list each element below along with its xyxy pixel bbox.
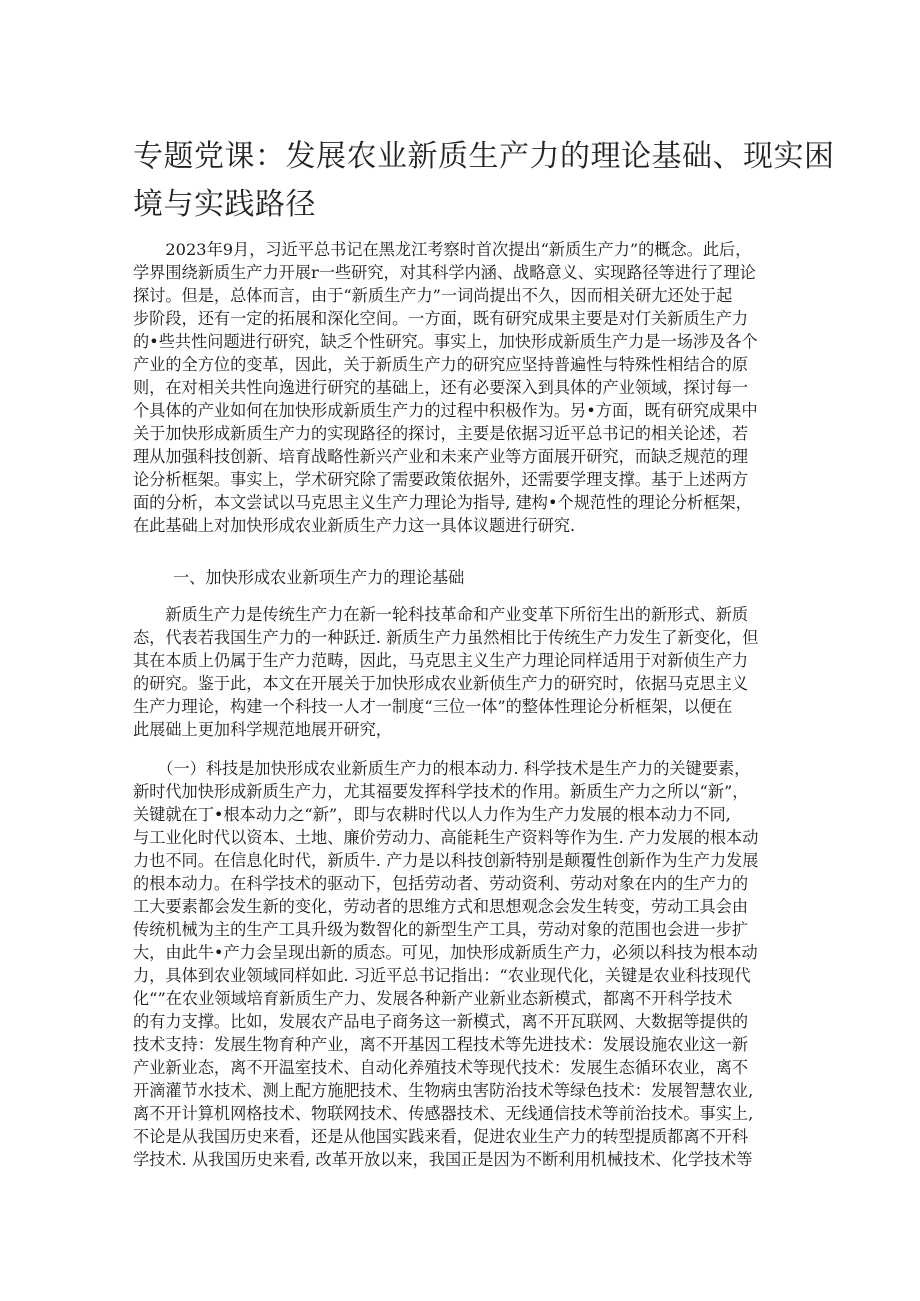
text-line: 个具体的产业如何在加快形成新质生产力的过程中积极作为。另•方面，既有研究成果中 [133, 401, 758, 420]
text-line: 的根本动力。在科学技术的驱动下，包括劳动者、劳动资利、劳动对象在内的生产力的 [133, 874, 749, 893]
title-line: 境与实践路径 [133, 187, 316, 222]
document-title [133, 133, 835, 229]
text-line: 大，由此牛•产力会呈现出新的质态。可见，加快形成新质生产力，必须以科技为根本动 [133, 943, 758, 962]
text-line: 论分析框架。事实上，学术研究除了需要政策依据外，还需要学理支撑。基于上述两方 [133, 470, 749, 489]
text-line: 则，在对相关共性向逸进行研究的基础上，还有必要深入到具体的产业领域，探讨每一 [133, 378, 749, 397]
text-line: 离不开计算机网格技术、物联网技术、传感器技术、无线通信技术等前治技术。事实上, [133, 1104, 754, 1123]
text-line: 关于加快形成新质生产力的实现路径的探讨，主要是依据习近平总书记的相关论述，若 [133, 424, 749, 443]
text-line: 化“”在农业领域培育新质生产力、发展各种新产业新业态新模式，都离不开科学技术 [133, 989, 733, 1008]
text-line: 产业新业态，离不开温室技术、自动化养殖技术等现代技术：发展生态循环农业，离不 [133, 1058, 749, 1077]
text-line: 与工业化时代以资本、土地、廉价劳动力、高能耗生产资料等作为生. 产力发展的根本动 [133, 828, 759, 847]
title-line: 专题党课：发展农业新质生产力的理论基础、现实困 [133, 139, 835, 174]
text-line: 产业的全方位的变革，因此，关于新质生产力的研究应坚持普遍性与特殊性相结合的原 [133, 355, 749, 374]
text-line: 学界围绕新质生产力开展r一些研究，对其科学内涵、战略意义、实现路径等进行了理论 [133, 263, 756, 282]
text-line: 学技术. 从我国历史来看, 改革开放以来，我国正是因为不断利用机械技术、化学技术等 [133, 1150, 753, 1169]
text-line: 力也不同。在信息化时代，新质牛. 产力是以科技创新特别是颠覆性创新作为生产力发展 [133, 851, 759, 870]
text-line: 在此基础上对加快形成农业新质生产力这一具体议题进行研究. [133, 516, 576, 535]
text-line: 工大要素都会发生新的变化，劳动者的思维方式和思想观念会发生转变，劳动工具会由 [133, 897, 749, 916]
text-line: 的研究。鉴于此，本文在开展关于加快形成农业新侦生产力的研究时，依据马克思主义 [133, 674, 749, 693]
text-line: （一）科技是加快形成农业新质生产力的根本动力. 科学技术是生产力的关键要素， [133, 759, 751, 778]
text-line: 态，代表若我国生产力的一种跃迁. 新质生产力虽然相比于传统生产力发生了新变化，但 [133, 628, 759, 647]
text-line: 探讨。但是，总体而言，由于“新质生产力”一词尚提出不久，因而相关研尢还处于起 [133, 286, 733, 305]
text-line: 的有力支撑。比如，发展农产品电子商务这一新模式，离不开瓦联网、大数据等提供的 [133, 1012, 749, 1031]
text-line: 生产力理论，构建一个科技一人才一制度“三位一体”的整体性理论分析框架，以便在 [133, 697, 733, 716]
intro-paragraph [133, 238, 793, 537]
text-line: 不论是从我国历史来看，还是从他国实践来看，促进农业生产力的转型提质都离不开科 [133, 1127, 749, 1146]
text-line: 新质生产力是传统生产力在新一轮科技革命和产业变革下所衍生出的新形式、新质 [133, 605, 749, 624]
text-line: 传统机械为主的生产工具升级为数智化的新型生产工具，劳动对象的范围也会进一步扩 [133, 920, 749, 939]
text-line: 步阶段，还有一定的拓展和深化空间。一方面，既有研究成果主要是对仃关新质生产力 [133, 309, 749, 328]
text-line: 2023年9月，习近平总书记在黑龙江考察时首次提出“新质生产力”的概念。此后， [133, 240, 752, 259]
text-line: 此展础上更加科学规范地展开研究， [133, 720, 392, 739]
text-line: 关键就在丁•根本动力之“新”，即与农耕时代以人力作为生产力发展的根本动力不同, [133, 805, 731, 824]
section-heading: 一、加快形成农业新项生产力的理论基础 [173, 568, 465, 587]
text-line: 开滴灌节水技术、测上配方施肥技术、生物病虫害防治技术等绿色技术：发展智慧农业, [133, 1081, 754, 1100]
text-line: 其在本质上仍属于生产力范畴，因此，马克思主义生产力理论同样适用于对新侦生产力 [133, 651, 749, 670]
text-line: 力，具体到农业领域同样如此. 习近平总书记指出：“农业现代化，关键是农业科技现代 [133, 966, 751, 985]
text-line: 技术支持：发展生物育种产业，离不开基因工程技术等先进技术：发展设施农业这一新 [133, 1035, 749, 1054]
technology-paragraph [133, 757, 793, 1171]
theory-paragraph [133, 603, 793, 741]
text-line: 面的分析，本文尝试以马克思主义生产力理论为指导, 建构•个规范性的理论分析框架， [133, 493, 752, 512]
text-line: 的•些共性问题进行研究，缺乏个性研究。事实上，加快形成新质生产力是一场涉及各个 [133, 332, 758, 351]
text-line: 理从加强科技创新、培育战略性新兴产业和未来产业等方面展开研究，而缺乏规范的理 [133, 447, 749, 466]
text-line: 新时代加快形成新质生产力，尤其福要发挥科学技术的作用。新质生产力之所以“新”， [133, 782, 749, 801]
